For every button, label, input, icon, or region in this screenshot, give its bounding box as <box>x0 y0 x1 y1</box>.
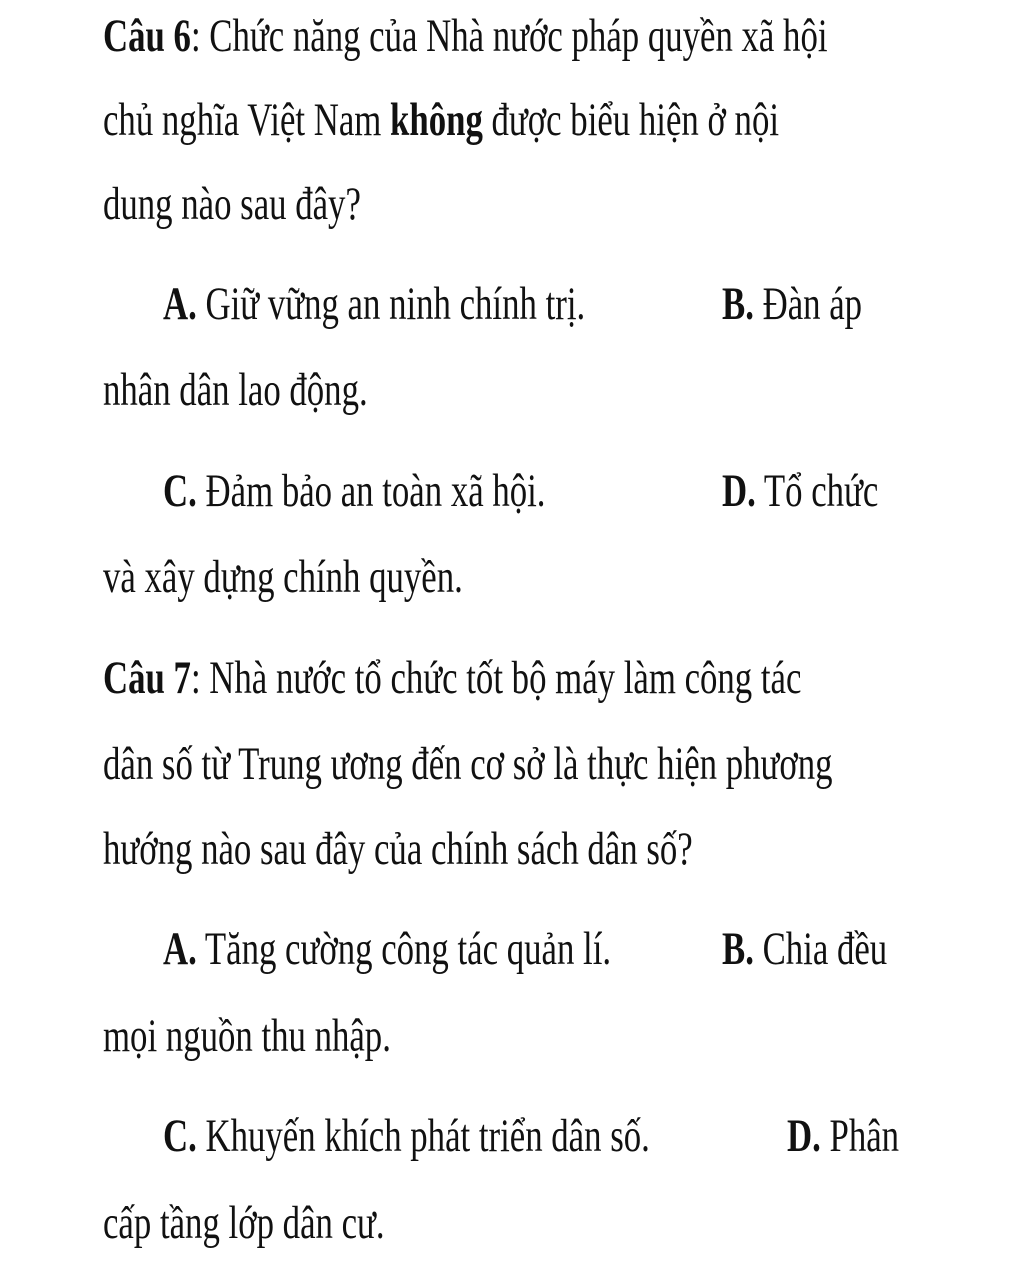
q6-label: Câu 6 <box>103 10 191 62</box>
q7-option-b-text: Chia đều <box>753 923 888 975</box>
q6-option-b-continued <box>103 362 699 418</box>
q7-stem-text-3: hướng nào sau đây của chính sách dân số? <box>103 823 693 875</box>
q6-option-b <box>722 276 862 332</box>
q6-option-b-label: B. <box>722 278 754 330</box>
q7-label: Câu 7 <box>103 652 191 704</box>
q7-option-d <box>787 1108 899 1164</box>
q6-option-b-text: Đàn áp <box>753 278 863 330</box>
q6-option-c-text: Đảm bảo an toàn xã hội. <box>196 465 546 517</box>
q7-stem-text-2: dân số từ Trung ương đến cơ sở là thực hiện phương <box>103 738 833 790</box>
q7-option-b <box>722 921 887 977</box>
q6-stem-line-1 <box>103 8 828 64</box>
q6-emphasis: không <box>390 94 483 146</box>
q6-stem-text-2a: chủ nghĩa Việt Nam <box>103 94 391 146</box>
q7-option-c-text: Khuyến khích phát triển dân số. <box>196 1110 650 1162</box>
q6-option-c-label: C. <box>163 465 197 517</box>
q7-option-d-cont-text: cấp tầng lớp dân cư. <box>103 1197 385 1249</box>
q6-option-a <box>163 276 585 332</box>
q6-stem-text-1: : Chức năng của Nhà nước pháp quyền xã hội <box>190 10 828 62</box>
q7-option-c-label: C. <box>163 1110 197 1162</box>
q7-option-d-continued <box>103 1195 699 1251</box>
q7-option-a-label: A. <box>163 923 197 975</box>
q6-stem-line-2 <box>103 92 780 148</box>
q7-option-a <box>163 921 611 977</box>
q6-option-a-text: Giữ vững an ninh chính trị. <box>196 278 586 330</box>
q6-option-c <box>163 463 545 519</box>
q6-option-d <box>722 463 878 519</box>
q7-option-b-label: B. <box>722 923 754 975</box>
q7-option-b-cont-text: mọi nguồn thu nhập. <box>103 1010 391 1062</box>
q7-option-a-text: Tăng cường công tác quản lí. <box>196 923 612 975</box>
q6-stem-line-3 <box>103 176 699 232</box>
q6-option-d-continued <box>103 549 699 605</box>
q7-stem-text-1: : Nhà nước tổ chức tốt bộ máy làm công tác <box>190 652 802 704</box>
q6-option-b-cont-text: nhân dân lao động. <box>103 364 368 416</box>
q7-option-d-text: Phân <box>820 1110 900 1162</box>
q6-stem-text-3: dung nào sau đây? <box>103 178 361 230</box>
q7-option-d-label: D. <box>787 1110 821 1162</box>
q7-stem-line-1 <box>103 650 802 706</box>
q6-option-d-text: Tổ chức <box>755 465 879 517</box>
q7-stem-line-3 <box>103 821 699 877</box>
q7-stem-line-2 <box>103 736 833 792</box>
q7-option-b-continued <box>103 1008 699 1064</box>
q6-option-d-label: D. <box>722 465 756 517</box>
q7-option-c <box>163 1108 650 1164</box>
q6-stem-text-2b: được biểu hiện ở nội <box>482 94 780 146</box>
q6-option-a-label: A. <box>163 278 197 330</box>
q6-option-d-cont-text: và xây dựng chính quyền. <box>103 551 463 603</box>
